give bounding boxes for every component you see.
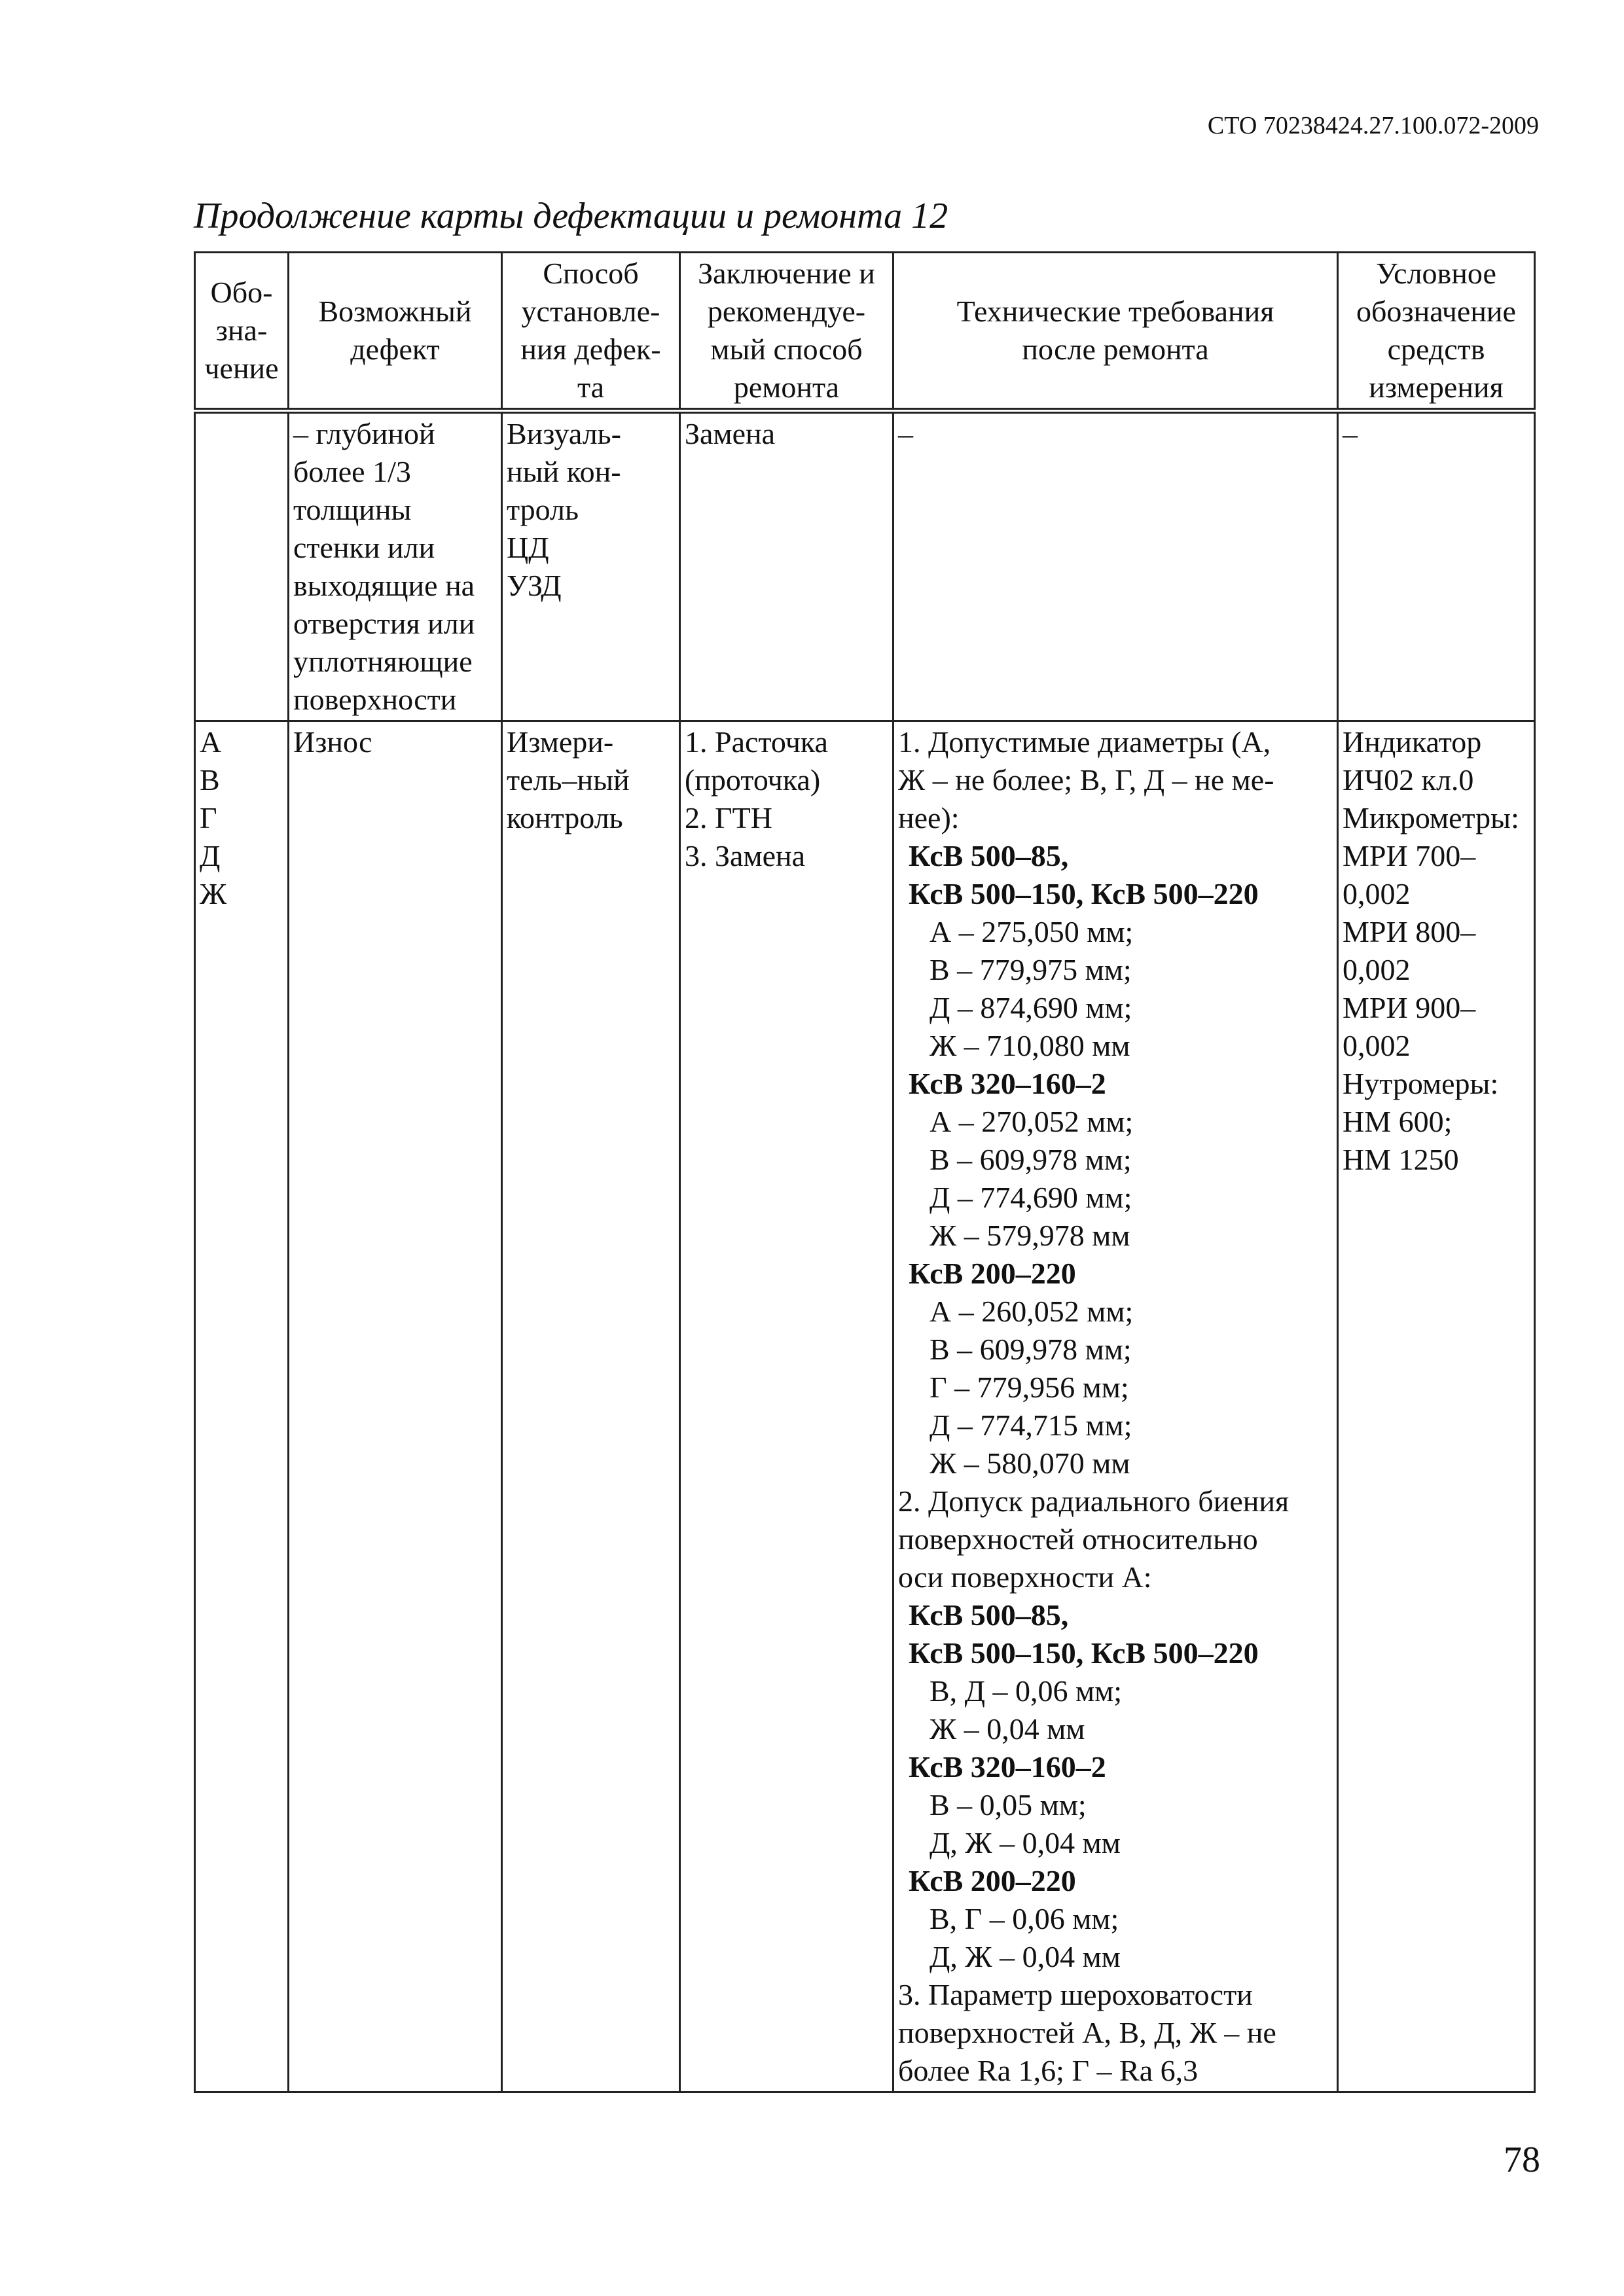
cell-line: 1. Расточка: [685, 725, 828, 759]
cell-conclusion: [680, 411, 893, 721]
requirement-line: 1. Допустимые диаметры (А,: [898, 725, 1271, 759]
col-header-method: [502, 253, 680, 411]
model-heading: КсВ 500–150, КсВ 500–220: [909, 877, 1259, 910]
cell-line: стенки или: [293, 531, 435, 564]
requirement-line: 3. Параметр шероховатости: [898, 1978, 1253, 2011]
model-heading: КсВ 320–160–2: [909, 1067, 1106, 1100]
requirement-line: А – 275,050 мм;: [929, 915, 1134, 948]
cell-line: выходящие на: [293, 569, 475, 602]
requirement-line: Г – 779,956 мм;: [929, 1371, 1129, 1404]
defect-repair-table: [194, 251, 1536, 2093]
requirement-line: Ж – не более; В, Г, Д – не ме-: [898, 763, 1274, 797]
cell-line: Нутромеры:: [1343, 1067, 1499, 1100]
cell-line: чение: [204, 351, 279, 385]
requirement-line: В – 779,975 мм;: [929, 953, 1132, 986]
cell-line: ния дефек-: [520, 332, 661, 366]
cell-line: Визуаль-: [507, 417, 621, 450]
col-header-conclusion: [680, 253, 893, 411]
cell-requirements: [893, 721, 1338, 2092]
requirement-line: поверхностей относительно: [898, 1522, 1258, 1556]
cell-line: Д: [200, 839, 221, 872]
cell-line: ИЧ02 кл.0: [1343, 763, 1474, 797]
cell-line: отверстия или: [293, 607, 475, 640]
model-heading: КсВ 200–220: [909, 1257, 1076, 1290]
requirement-line: В – 609,978 мм;: [929, 1143, 1132, 1176]
cell-line: зна-: [215, 314, 268, 347]
cell-line: уплотняющие: [293, 645, 473, 678]
cell-method: [502, 411, 680, 721]
cell-instruments: [1338, 721, 1535, 2092]
requirement-line: Ж – 0,04 мм: [929, 1712, 1085, 1746]
page-title: Продолжение карты дефектации и ремонта 12: [194, 196, 948, 236]
cell-method: [502, 721, 680, 2092]
model-heading: КсВ 200–220: [909, 1864, 1076, 1897]
table-row: [195, 411, 1535, 721]
cell-line: 0,002: [1343, 953, 1411, 986]
requirement-line: Д – 874,690 мм;: [929, 991, 1132, 1024]
table-row: [195, 721, 1535, 2092]
model-heading: КсВ 500–85,: [909, 839, 1069, 872]
cell-line: Способ: [543, 257, 639, 290]
cell-line: поверхности: [293, 683, 457, 716]
cell-designation: [195, 721, 289, 2092]
requirement-line: Д, Ж – 0,04 мм: [929, 1940, 1121, 1973]
cell-line: (проточка): [685, 763, 821, 797]
requirement-line: Ж – 710,080 мм: [929, 1029, 1130, 1062]
requirement-line: Д – 774,715 мм;: [929, 1408, 1132, 1442]
cell-line: измерения: [1369, 370, 1504, 404]
cell-line: НМ 600;: [1343, 1105, 1453, 1138]
requirement-line: –: [898, 417, 913, 450]
model-heading: КсВ 500–150, КсВ 500–220: [909, 1636, 1259, 1670]
cell-line: Износ: [293, 725, 372, 759]
cell-instruments: [1338, 411, 1535, 721]
requirement-line: Д – 774,690 мм;: [929, 1181, 1132, 1214]
cell-line: мый способ: [710, 332, 863, 366]
cell-line: ЦД: [507, 531, 549, 564]
cell-line: МРИ 900–: [1343, 991, 1476, 1024]
cell-line: Измери-: [507, 725, 614, 759]
cell-line: Г: [200, 801, 217, 834]
cell-defect: [289, 721, 502, 2092]
cell-line: МРИ 700–: [1343, 839, 1476, 872]
cell-line: 0,002: [1343, 877, 1411, 910]
model-heading: КсВ 320–160–2: [909, 1750, 1106, 1784]
cell-conclusion: [680, 721, 893, 2092]
requirement-line: нее):: [898, 801, 960, 834]
col-header-designation: [195, 253, 289, 411]
cell-line: Технические требования: [956, 295, 1274, 328]
cell-line: установле-: [521, 295, 660, 328]
cell-line: та: [577, 370, 605, 404]
cell-line: Обо-: [210, 276, 273, 309]
cell-line: Возможный: [318, 295, 472, 328]
cell-line: рекомендуе-: [707, 295, 866, 328]
cell-line: – глубиной: [293, 417, 435, 450]
cell-requirements: [893, 411, 1338, 721]
page-number: 78: [1504, 2140, 1540, 2180]
model-heading: КсВ 500–85,: [909, 1598, 1069, 1632]
cell-line: дефект: [350, 332, 440, 366]
cell-line: более 1/3: [293, 455, 411, 488]
cell-line: троль: [507, 493, 579, 526]
cell-line: УЗД: [507, 569, 562, 602]
cell-line: средств: [1387, 332, 1485, 366]
requirement-line: Д, Ж – 0,04 мм: [929, 1826, 1121, 1859]
col-header-defect: [289, 253, 502, 411]
requirement-line: поверхностей А, В, Д, Ж – не: [898, 2016, 1276, 2049]
cell-line: Микрометры:: [1343, 801, 1519, 834]
cell-designation: [195, 411, 289, 721]
cell-line: 0,002: [1343, 1029, 1411, 1062]
table-header-row: [195, 253, 1535, 411]
requirement-line: Ж – 580,070 мм: [929, 1446, 1130, 1480]
requirement-line: В – 0,05 мм;: [929, 1788, 1087, 1821]
cell-line: НМ 1250: [1343, 1143, 1459, 1176]
requirement-line: Ж – 579,978 мм: [929, 1219, 1130, 1252]
requirement-line: более Ra 1,6; Г – Ra 6,3: [898, 2054, 1199, 2087]
requirement-line: 2. Допуск радиального биения: [898, 1484, 1290, 1518]
requirement-line: В – 609,978 мм;: [929, 1333, 1132, 1366]
requirement-line: В, Г – 0,06 мм;: [929, 1902, 1119, 1935]
cell-line: ный кон-: [507, 455, 621, 488]
requirement-line: оси поверхности А:: [898, 1560, 1152, 1594]
cell-line: 2. ГТН: [685, 801, 772, 834]
cell-line: 3. Замена: [685, 839, 806, 872]
requirement-line: В, Д – 0,06 мм;: [929, 1674, 1123, 1708]
cell-line: тель–ный: [507, 763, 630, 797]
cell-line: Ж: [200, 877, 227, 910]
cell-line: Замена: [685, 417, 776, 450]
cell-line: –: [1343, 417, 1358, 450]
cell-line: после ремонта: [1022, 332, 1209, 366]
cell-line: ремонта: [733, 370, 840, 404]
cell-line: Условное: [1376, 257, 1496, 290]
requirement-line: А – 260,052 мм;: [929, 1295, 1134, 1328]
cell-line: Индикатор: [1343, 725, 1482, 759]
cell-line: толщины: [293, 493, 412, 526]
cell-line: контроль: [507, 801, 623, 834]
cell-line: МРИ 800–: [1343, 915, 1476, 948]
cell-defect: [289, 411, 502, 721]
document-code: СТО 70238424.27.100.072-2009: [1207, 112, 1539, 139]
cell-line: обозначение: [1356, 295, 1516, 328]
col-header-requirements: [893, 253, 1338, 411]
cell-line: В: [200, 763, 220, 797]
cell-line: А: [200, 725, 222, 759]
cell-line: Заключение и: [698, 257, 875, 290]
requirement-line: А – 270,052 мм;: [929, 1105, 1134, 1138]
col-header-instruments: [1338, 253, 1535, 411]
